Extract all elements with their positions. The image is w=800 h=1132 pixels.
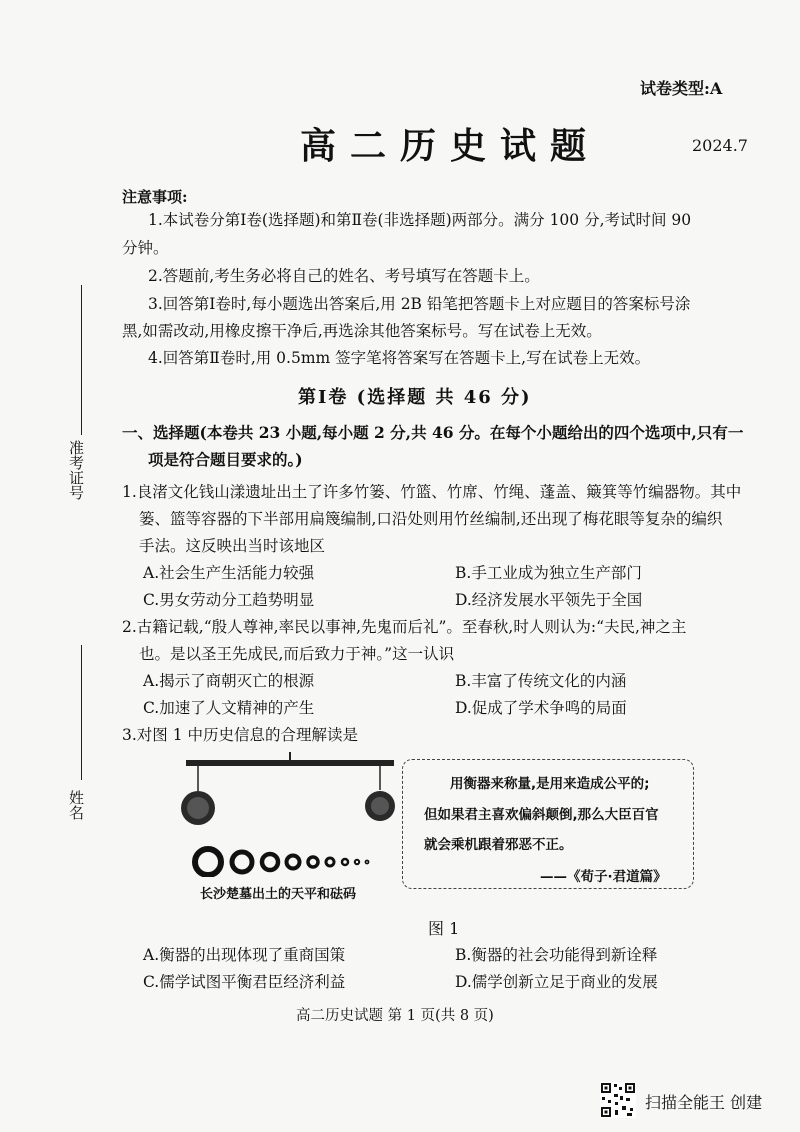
image-caption: 长沙楚墓出土的天平和砝码 <box>200 887 357 902</box>
note-line: 黑,如需改动,用橡皮擦干净后,再选涂其他答案标号。写在试卷上无效。 <box>122 322 602 340</box>
scanner-watermark: 扫描全能王 创建 <box>645 1093 763 1112</box>
notes-heading: 注意事项: <box>122 188 188 206</box>
question-1-stem: 手法。这反映出当时该地区 <box>139 537 326 555</box>
question-2-option-b: B.丰富了传统文化的内涵 <box>455 672 627 690</box>
question-2-option-d: D.促成了学术争鸣的局面 <box>455 699 627 717</box>
figure-label: 图 1 <box>428 919 460 938</box>
question-1-option-d: D.经济发展水平领先于全国 <box>455 591 643 609</box>
question-1-stem: 1.良渚文化钱山漾遗址出土了许多竹篓、竹篮、竹席、竹绳、蓬盖、簸箕等竹编器物。其中 <box>122 483 742 501</box>
question-3-stem: 3.对图 1 中历史信息的合理解读是 <box>122 726 359 744</box>
weights-row <box>195 849 369 875</box>
name-label: 姓名 <box>67 790 85 820</box>
quote-source: ——《荀子·君道篇》 <box>540 869 667 885</box>
note-line: 1.本试卷分第Ⅰ卷(选择题)和第Ⅱ卷(非选择题)两部分。满分 100 分,考试时间 90 <box>148 211 692 229</box>
section-intro: 一、选择题(本卷共 23 小题,每小题 2 分,共 46 分。在每个小题给出的四个选项中,只有一 <box>122 423 744 442</box>
question-3-option-c: C.儒学试图平衡君臣经济利益 <box>143 973 346 991</box>
quote-line: 用衡器来称量,是用来造成公平的; <box>450 776 650 792</box>
qr-code-icon <box>600 1082 636 1118</box>
paper-type: 试卷类型:A <box>640 79 723 98</box>
question-2-option-a: A.揭示了商朝灭亡的根源 <box>143 672 315 690</box>
exam-id-label: 准考证号 <box>67 440 85 500</box>
page-title: 高二历史试题 <box>300 125 601 167</box>
note-line: 4.回答第Ⅱ卷时,用 0.5mm 签字笔将答案写在答题卡上,写在试卷上无效。 <box>148 349 651 367</box>
note-line: 2.答题前,考生务必将自己的姓名、考号填写在答题卡上。 <box>148 267 540 285</box>
question-1-option-a: A.社会生产生活能力较强 <box>143 564 315 582</box>
section-heading: 第Ⅰ卷 (选择题 共 46 分) <box>298 387 532 408</box>
note-line: 分钟。 <box>122 239 169 257</box>
page-footer: 高二历史试题 第 1 页(共 8 页) <box>296 1008 494 1024</box>
question-2-stem: 2.古籍记载,“殷人尊神,率民以事神,先鬼而后礼”。至春秋,时人则认为:“夫民,神之主 <box>122 618 687 636</box>
question-1-option-b: B.手工业成为独立生产部门 <box>455 564 642 582</box>
note-line: 3.回答第Ⅰ卷时,每小题选出答案后,用 2B 铅笔把答题卡上对应题目的答案标号涂 <box>148 295 691 313</box>
section-intro: 项是符合题目要求的。) <box>148 450 303 469</box>
question-1-stem: 篓、篮等容器的下半部用扁篾编制,口沿处则用竹丝编制,还出现了梅花眼等复杂的编织 <box>139 510 723 528</box>
balance-scale-image <box>180 752 400 877</box>
quote-line: 但如果君主喜欢偏斜颠倒,那么大臣百官 <box>424 807 659 823</box>
quote-line: 就会乘机跟着邪恶不正。 <box>424 837 573 853</box>
question-3-option-b: B.衡器的社会功能得到新诠释 <box>455 946 658 964</box>
question-3-option-d: D.儒学创新立足于商业的发展 <box>455 973 658 991</box>
name-underline <box>81 645 82 780</box>
question-2-stem: 也。是以圣王先成民,而后致力于神。”这一认识 <box>139 645 455 663</box>
question-1-option-c: C.男女劳动分工趋势明显 <box>143 591 315 609</box>
exam-id-underline <box>81 285 82 435</box>
question-2-option-c: C.加速了人文精神的产生 <box>143 699 315 717</box>
balance-beam <box>186 760 394 766</box>
question-3-option-a: A.衡器的出现体现了重商国策 <box>143 946 346 964</box>
exam-date: 2024.7 <box>692 136 748 155</box>
